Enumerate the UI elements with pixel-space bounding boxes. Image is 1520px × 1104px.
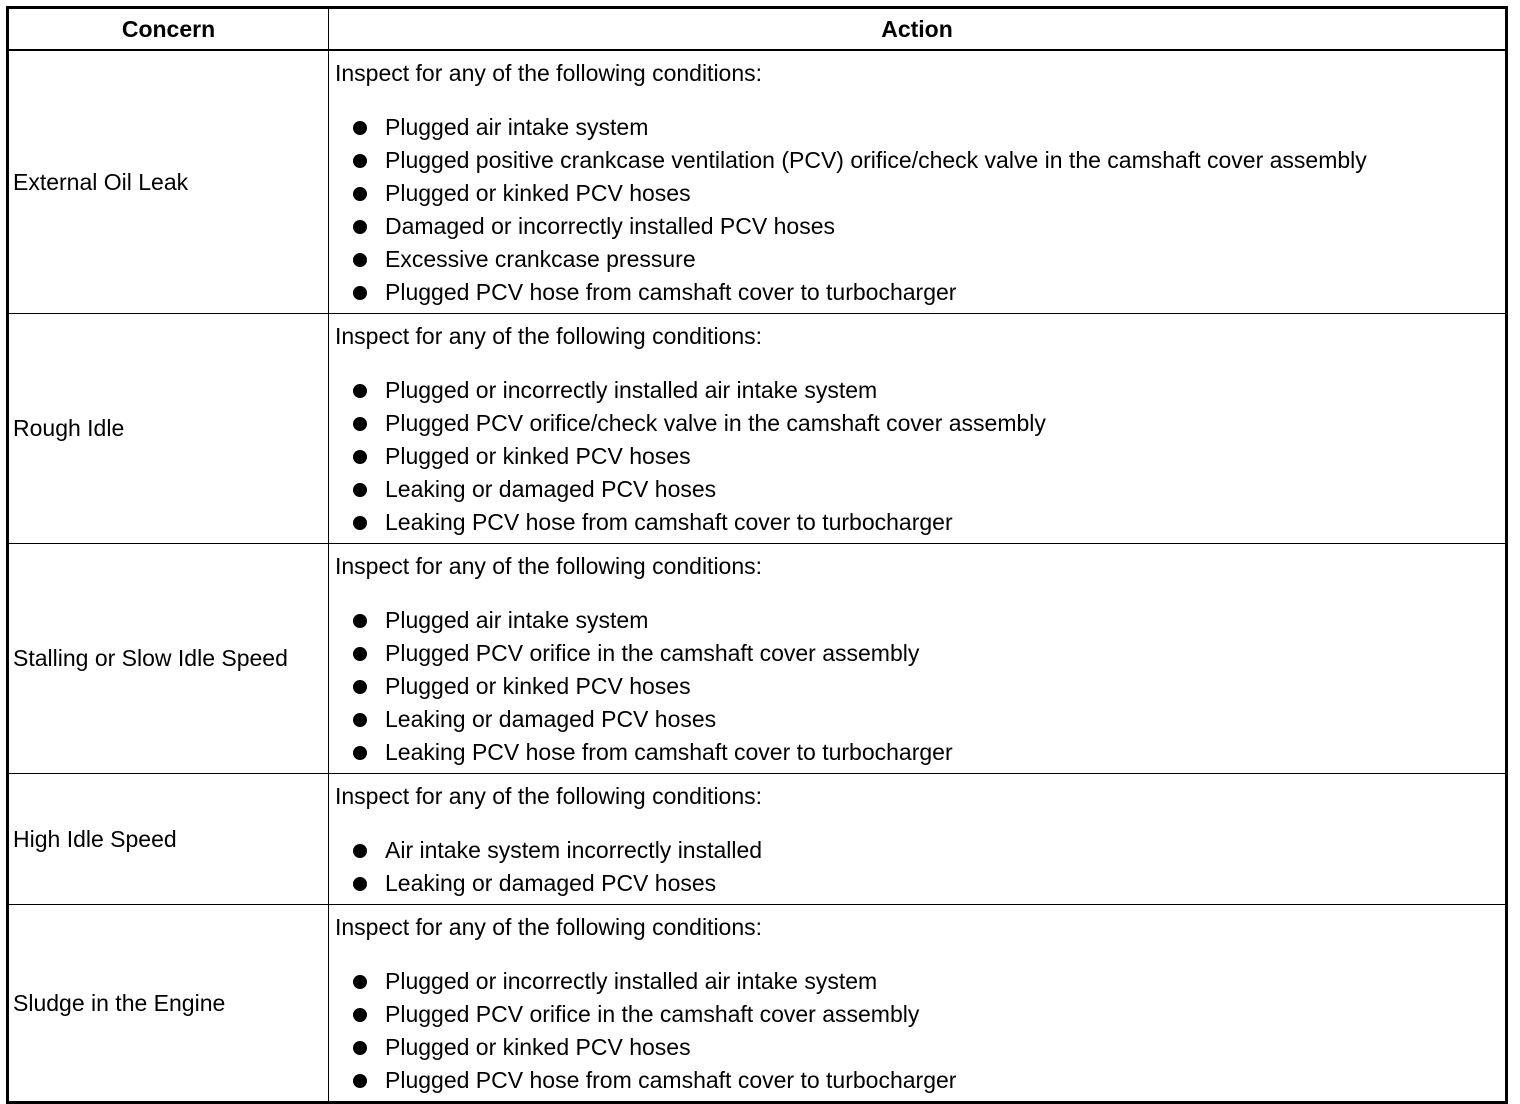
table-row — [8, 774, 1507, 905]
action-intro: Inspect for any of the following conditions: — [335, 553, 763, 579]
diagnostic-table — [6, 6, 1508, 1104]
condition-text: Plugged PCV orifice/check valve in the camshaft cover assembly — [385, 410, 1046, 436]
concern-cell: Stalling or Slow Idle Speed — [8, 544, 329, 774]
header-row — [8, 8, 1507, 51]
table-row — [8, 905, 1507, 1103]
condition-text: Plugged PCV orifice in the camshaft cover assembly — [385, 640, 920, 666]
header-action: Action — [329, 8, 1507, 51]
action-cell — [329, 314, 1507, 544]
bullet-icon — [353, 647, 367, 661]
action-cell — [329, 544, 1507, 774]
condition-text: Plugged PCV orifice in the camshaft cover assembly — [385, 1001, 920, 1027]
bullet-icon — [353, 253, 367, 267]
bullet-icon — [353, 417, 367, 431]
list-item — [353, 276, 1505, 309]
condition-text: Leaking or damaged PCV hoses — [385, 706, 717, 732]
condition-text: Leaking or damaged PCV hoses — [385, 870, 717, 896]
condition-text: Plugged or kinked PCV hoses — [385, 180, 691, 206]
condition-text: Leaking PCV hose from camshaft cover to turbocharger — [385, 739, 953, 765]
condition-text: Plugged positive crankcase ventilation (PCV) orifice/check valve in the camshaft cover assembly — [385, 147, 1367, 173]
condition-text: Leaking or damaged PCV hoses — [385, 476, 717, 502]
table-body — [8, 50, 1507, 1103]
bullet-icon — [353, 220, 367, 234]
condition-list — [335, 604, 1505, 769]
bullet-icon — [353, 1041, 367, 1055]
table-row — [8, 544, 1507, 774]
header-concern: Concern — [8, 8, 329, 51]
condition-list — [335, 111, 1505, 309]
condition-list — [335, 834, 1505, 900]
condition-text: Plugged or incorrectly installed air intake system — [385, 377, 878, 403]
concern-cell: External Oil Leak — [8, 50, 329, 314]
bullet-icon — [353, 975, 367, 989]
table-row — [8, 50, 1507, 314]
list-item — [353, 703, 1505, 736]
list-item — [353, 965, 1505, 998]
condition-text: Plugged or kinked PCV hoses — [385, 443, 691, 469]
action-intro: Inspect for any of the following conditions: — [335, 783, 763, 809]
list-item — [353, 407, 1505, 440]
list-item — [353, 440, 1505, 473]
condition-text: Plugged PCV hose from camshaft cover to turbocharger — [385, 279, 957, 305]
action-intro: Inspect for any of the following conditions: — [335, 323, 763, 349]
condition-text: Plugged PCV hose from camshaft cover to turbocharger — [385, 1067, 957, 1093]
action-intro: Inspect for any of the following conditions: — [335, 914, 763, 940]
list-item — [353, 1031, 1505, 1064]
bullet-icon — [353, 121, 367, 135]
condition-text: Plugged air intake system — [385, 607, 649, 633]
bullet-icon — [353, 614, 367, 628]
list-item — [353, 834, 1505, 867]
list-item — [353, 736, 1505, 769]
condition-text: Damaged or incorrectly installed PCV hoses — [385, 213, 835, 239]
bullet-icon — [353, 286, 367, 300]
list-item — [353, 210, 1505, 243]
bullet-icon — [353, 154, 367, 168]
concern-cell: Sludge in the Engine — [8, 905, 329, 1103]
list-item — [353, 867, 1505, 900]
bullet-icon — [353, 844, 367, 858]
list-item — [353, 144, 1505, 177]
list-item — [353, 998, 1505, 1031]
bullet-icon — [353, 1074, 367, 1088]
list-item — [353, 506, 1505, 539]
bullet-icon — [353, 1008, 367, 1022]
bullet-icon — [353, 384, 367, 398]
condition-text: Plugged air intake system — [385, 114, 649, 140]
action-cell — [329, 905, 1507, 1103]
concern-cell: High Idle Speed — [8, 774, 329, 905]
action-cell — [329, 774, 1507, 905]
list-item — [353, 670, 1505, 703]
concern-cell: Rough Idle — [8, 314, 329, 544]
list-item — [353, 177, 1505, 210]
list-item — [353, 1064, 1505, 1097]
list-item — [353, 111, 1505, 144]
bullet-icon — [353, 713, 367, 727]
list-item — [353, 604, 1505, 637]
bullet-icon — [353, 680, 367, 694]
table-row — [8, 314, 1507, 544]
condition-text: Excessive crankcase pressure — [385, 246, 696, 272]
list-item — [353, 637, 1505, 670]
bullet-icon — [353, 450, 367, 464]
action-intro: Inspect for any of the following conditions: — [335, 60, 763, 86]
action-cell — [329, 50, 1507, 314]
bullet-icon — [353, 187, 367, 201]
list-item — [353, 243, 1505, 276]
bullet-icon — [353, 746, 367, 760]
bullet-icon — [353, 516, 367, 530]
list-item — [353, 374, 1505, 407]
condition-list — [335, 374, 1505, 539]
condition-text: Air intake system incorrectly installed — [385, 837, 763, 863]
bullet-icon — [353, 483, 367, 497]
condition-text: Plugged or kinked PCV hoses — [385, 1034, 691, 1060]
condition-list — [335, 965, 1505, 1097]
condition-text: Plugged or kinked PCV hoses — [385, 673, 691, 699]
condition-text: Plugged or incorrectly installed air intake system — [385, 968, 878, 994]
condition-text: Leaking PCV hose from camshaft cover to turbocharger — [385, 509, 953, 535]
bullet-icon — [353, 877, 367, 891]
list-item — [353, 473, 1505, 506]
